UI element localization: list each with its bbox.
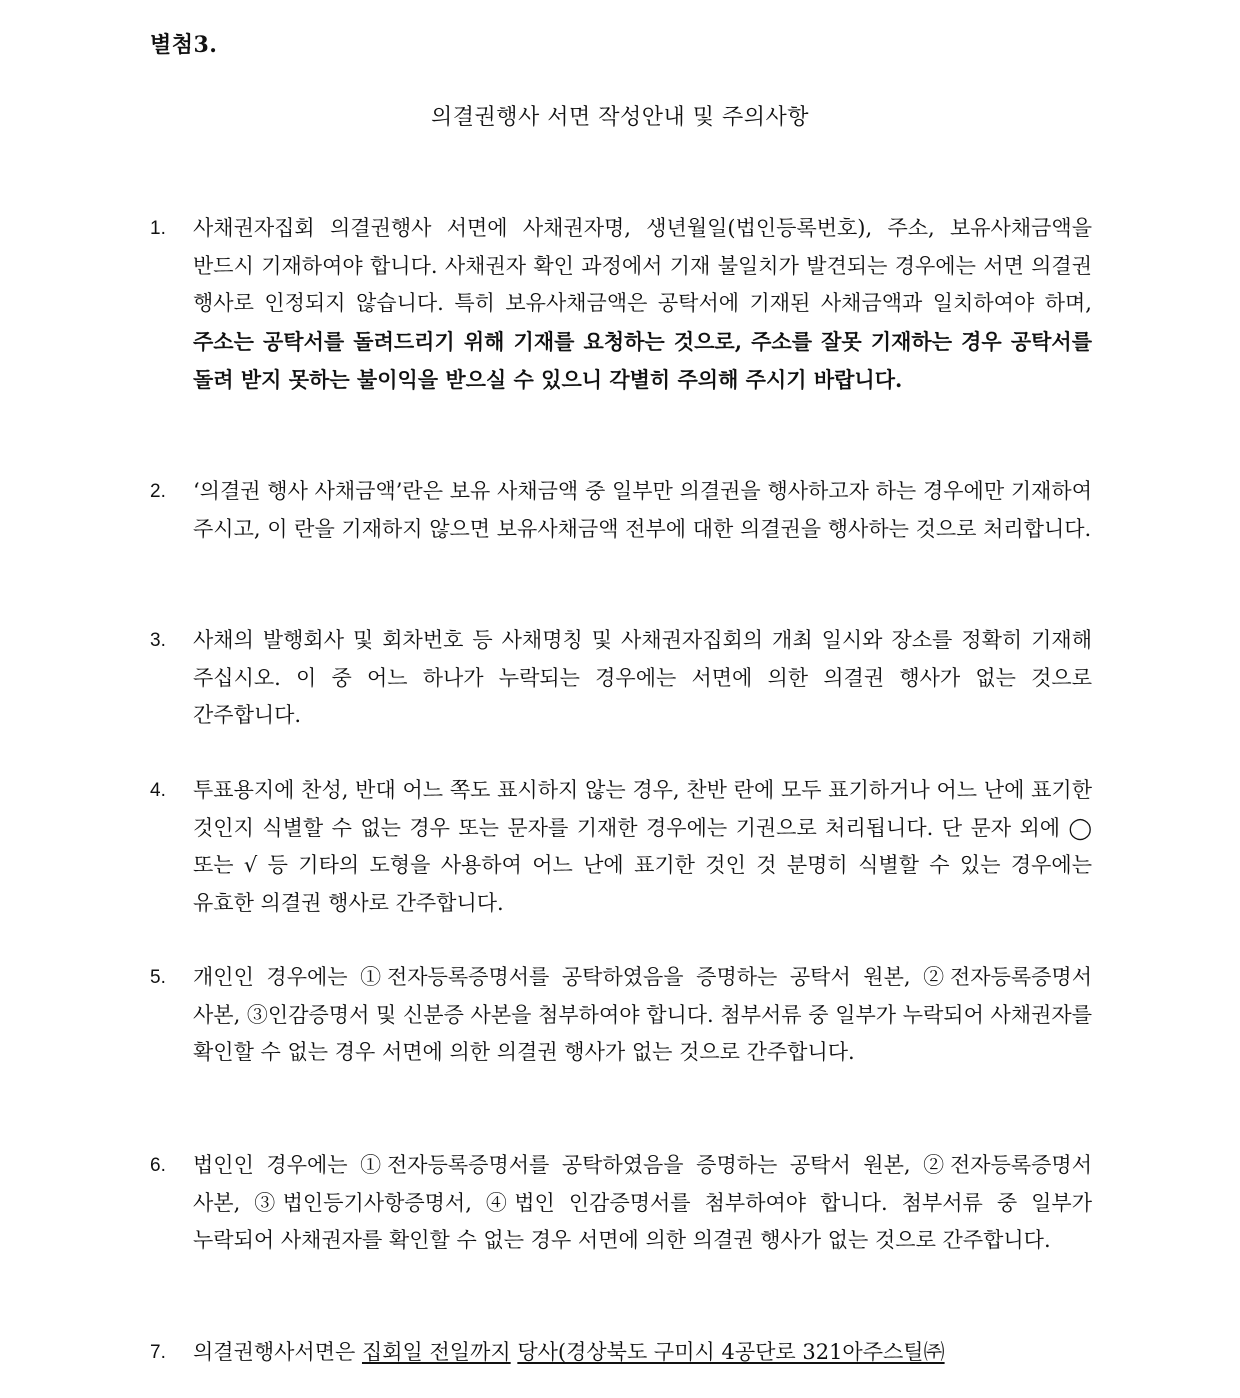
item-number: 4. xyxy=(150,780,166,801)
item-text xyxy=(193,210,1092,400)
item-number: 5. xyxy=(150,967,166,988)
list-item xyxy=(150,622,1092,735)
item-text-regular: 의결권행사서면은 xyxy=(193,1340,362,1364)
list-item xyxy=(150,772,1092,922)
list-item xyxy=(150,210,1092,400)
item-text: 개인인 경우에는 ①전자등록증명서를 공탁하였음을 증명하는 공탁서 원본, ②전자등록증명서 사본, ③인감증명서 및 신분증 사본을 첨부하여야 합니다. 첨부서류 중 일부가 누락되어 사채권자를 확인할 수 없는 경우 서면에 의한 의결권 행사가 없는 것으로 간주합니다. xyxy=(193,965,1092,1064)
attachment-label: 별첨3. xyxy=(150,32,218,58)
item-number: 7. xyxy=(150,1342,166,1363)
list-item xyxy=(150,1334,1092,1372)
list-item xyxy=(150,1147,1092,1260)
list-item xyxy=(150,473,1092,548)
item-text: ‘의결권 행사 사채금액’란은 보유 사채금액 중 일부만 의결권을 행사하고자 하는 경우에만 기재하여 주시고, 이 란을 기재하지 않으면 보유사채금액 전부에 대한 의결권을 행사하는 것으로 처리합니다. xyxy=(193,479,1092,541)
item-text-regular: 사채권자집회 의결권행사 서면에 사채권자명, 생년월일(법인등록번호), 주소, 보유사채금액을 반드시 기재하여야 합니다. 사채권자 확인 과정에서 기재 불일치가 발견되는 경우에는 서면 의결권 행사로 인정되지 않습니다. 특히 보유사채금액은 공탁서에 기재된 사채금액과 일치하여야 하며, xyxy=(193,216,1092,315)
item-number: 3. xyxy=(150,630,166,651)
document-title: 의결권행사 서면 작성안내 및 주의사항 xyxy=(430,105,809,130)
item-text: 사채의 발행회사 및 회차번호 등 사채명칭 및 사채권자집회의 개최 일시와 장소를 정확히 기재해 주십시오. 이 중 어느 하나가 누락되는 경우에는 서면에 의한 의결권 행사가 없는 것으로 간주합니다. xyxy=(193,628,1092,727)
item-number: 1. xyxy=(150,218,166,239)
item-number: 2. xyxy=(150,481,166,502)
address-underlined: 당사(경상북도 구미시 4공단로 321아주스틸㈜ xyxy=(517,1340,945,1364)
item-text xyxy=(193,1334,1092,1372)
item-number: 6. xyxy=(150,1155,166,1176)
deadline-underlined: 집회일 전일까지 xyxy=(361,1340,511,1364)
item-text: 법인인 경우에는 ①전자등록증명서를 공탁하였음을 증명하는 공탁서 원본, ②전자등록증명서 사본, ③법인등기사항증명서, ④법인 인감증명서를 첨부하여야 합니다. 첨부서류 중 일부가 누락되어 사채권자를 확인할 수 없는 경우 서면에 의한 의결권 행사가 없는 것으로 간주합니다. xyxy=(193,1153,1092,1252)
item-text-bold: 주소는 공탁서를 돌려드리기 위해 기재를 요청하는 것으로, 주소를 잘못 기재하는 경우 공탁서를 돌려 받지 못하는 불이익을 받으실 수 있으니 각별히 주의해 주시기 바랍니다. xyxy=(193,328,1092,392)
item-text: 투표용지에 찬성, 반대 어느 쪽도 표시하지 않는 경우, 찬반 란에 모두 표기하거나 어느 난에 표기한 것인지 식별할 수 없는 경우 또는 문자를 기재한 경우에는 기권으로 처리됩니다. 단 문자 외에 ◯ 또는 √ 등 기타의 도형을 사용하여 어느 난에 표기한 것인 것 분명히 식별할 수 있는 경우에는 유효한 의결권 행사로 간주합니다. xyxy=(193,778,1092,915)
list-item xyxy=(150,959,1092,1072)
